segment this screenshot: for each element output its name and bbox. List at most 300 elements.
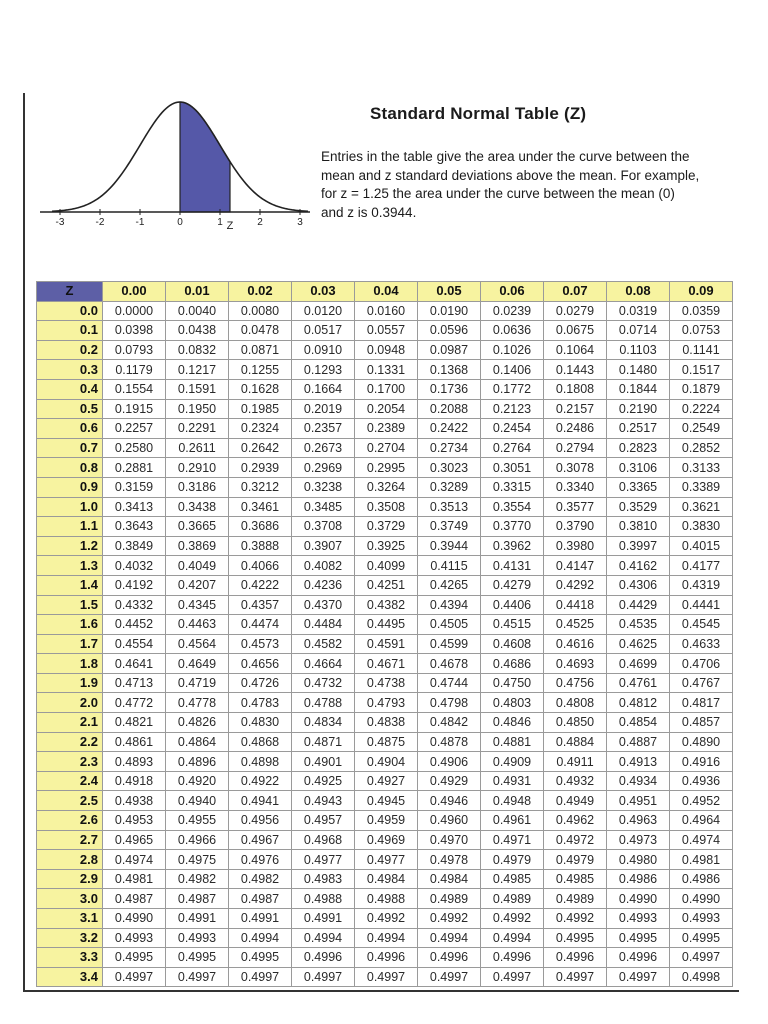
table-cell: 0.4960 xyxy=(418,811,481,831)
table-cell: 0.4525 xyxy=(544,615,607,635)
table-cell: 0.4251 xyxy=(355,575,418,595)
table-cell: 0.4495 xyxy=(355,615,418,635)
table-cell: 0.4995 xyxy=(670,928,733,948)
table-cell: 0.2224 xyxy=(670,399,733,419)
table-cell: 0.3962 xyxy=(481,536,544,556)
table-row xyxy=(37,438,733,458)
table-cell: 0.4998 xyxy=(670,967,733,987)
table-cell: 0.4911 xyxy=(544,752,607,772)
table-cell: 0.4406 xyxy=(481,595,544,615)
table-cell: 0.0000 xyxy=(103,301,166,321)
table-cell: 0.4236 xyxy=(292,575,355,595)
table-cell: 0.4985 xyxy=(481,869,544,889)
table-cell: 0.3810 xyxy=(607,517,670,537)
table-cell: 0.1443 xyxy=(544,360,607,380)
table-row xyxy=(37,340,733,360)
table-cell: 0.4920 xyxy=(166,771,229,791)
table-row xyxy=(37,713,733,733)
row-z-header: 1.8 xyxy=(37,654,103,674)
table-cell: 0.1985 xyxy=(229,399,292,419)
table-cell: 0.4995 xyxy=(544,928,607,948)
table-cell: 0.4608 xyxy=(481,634,544,654)
column-header: 0.05 xyxy=(418,282,481,302)
table-cell: 0.0753 xyxy=(670,321,733,341)
table-cell: 0.1141 xyxy=(670,340,733,360)
table-cell: 0.3212 xyxy=(229,477,292,497)
table-cell: 0.3315 xyxy=(481,477,544,497)
table-cell: 0.4982 xyxy=(166,869,229,889)
table-cell: 0.4990 xyxy=(670,889,733,909)
table-cell: 0.2704 xyxy=(355,438,418,458)
table-cell: 0.2422 xyxy=(418,419,481,439)
axis-tick-label: -2 xyxy=(95,217,105,228)
row-z-header: 0.1 xyxy=(37,321,103,341)
table-cell: 0.4991 xyxy=(292,909,355,929)
table-cell: 0.4649 xyxy=(166,654,229,674)
table-cell: 0.4345 xyxy=(166,595,229,615)
table-cell: 0.0040 xyxy=(166,301,229,321)
table-cell: 0.1628 xyxy=(229,379,292,399)
table-cell: 0.1915 xyxy=(103,399,166,419)
table-cell: 0.2673 xyxy=(292,438,355,458)
table-cell: 0.3944 xyxy=(418,536,481,556)
table-cell: 0.4993 xyxy=(103,928,166,948)
row-z-header: 2.0 xyxy=(37,693,103,713)
table-cell: 0.3643 xyxy=(103,517,166,537)
table-cell: 0.0319 xyxy=(607,301,670,321)
table-cell: 0.4857 xyxy=(670,713,733,733)
column-header: 0.06 xyxy=(481,282,544,302)
table-cell: 0.2019 xyxy=(292,399,355,419)
table-cell: 0.4783 xyxy=(229,693,292,713)
page-title: Standard Normal Table (Z) xyxy=(370,104,587,123)
z-corner-header: Z xyxy=(37,282,103,302)
table-cell: 0.4931 xyxy=(481,771,544,791)
table-cell: 0.4997 xyxy=(166,967,229,987)
table-cell: 0.4968 xyxy=(292,830,355,850)
table-cell: 0.3389 xyxy=(670,477,733,497)
table-cell: 0.4904 xyxy=(355,752,418,772)
table-cell: 0.4890 xyxy=(670,732,733,752)
row-z-header: 2.4 xyxy=(37,771,103,791)
table-cell: 0.0636 xyxy=(481,321,544,341)
table-cell: 0.4893 xyxy=(103,752,166,772)
table-cell: 0.4996 xyxy=(544,948,607,968)
table-cell: 0.4987 xyxy=(229,889,292,909)
table-cell: 0.4995 xyxy=(229,948,292,968)
table-cell: 0.3461 xyxy=(229,497,292,517)
table-cell: 0.3438 xyxy=(166,497,229,517)
row-z-header: 0.2 xyxy=(37,340,103,360)
row-z-header: 2.7 xyxy=(37,830,103,850)
table-cell: 0.4906 xyxy=(418,752,481,772)
row-z-header: 2.3 xyxy=(37,752,103,772)
table-cell: 0.4452 xyxy=(103,615,166,635)
table-cell: 0.3749 xyxy=(418,517,481,537)
table-cell: 0.4306 xyxy=(607,575,670,595)
table-row xyxy=(37,948,733,968)
table-cell: 0.4974 xyxy=(103,850,166,870)
table-cell: 0.4177 xyxy=(670,556,733,576)
table-cell: 0.4772 xyxy=(103,693,166,713)
table-cell: 0.1879 xyxy=(670,379,733,399)
table-cell: 0.1808 xyxy=(544,379,607,399)
table-cell: 0.2054 xyxy=(355,399,418,419)
table-cell: 0.4599 xyxy=(418,634,481,654)
table-cell: 0.2995 xyxy=(355,458,418,478)
row-z-header: 1.1 xyxy=(37,517,103,537)
table-cell: 0.4997 xyxy=(481,967,544,987)
table-cell: 0.4842 xyxy=(418,713,481,733)
table-cell: 0.0557 xyxy=(355,321,418,341)
table-cell: 0.4147 xyxy=(544,556,607,576)
table-cell: 0.3365 xyxy=(607,477,670,497)
table-row xyxy=(37,869,733,889)
table-cell: 0.4049 xyxy=(166,556,229,576)
table-cell: 0.3790 xyxy=(544,517,607,537)
table-row xyxy=(37,379,733,399)
table-cell: 0.4871 xyxy=(292,732,355,752)
table-cell: 0.2357 xyxy=(292,419,355,439)
row-z-header: 2.6 xyxy=(37,811,103,831)
axis-tick-label: 0 xyxy=(177,217,183,228)
row-z-header: 0.7 xyxy=(37,438,103,458)
table-cell: 0.4850 xyxy=(544,713,607,733)
row-z-header: 0.9 xyxy=(37,477,103,497)
table-row xyxy=(37,399,733,419)
table-cell: 0.2324 xyxy=(229,419,292,439)
table-cell: 0.4927 xyxy=(355,771,418,791)
table-cell: 0.0987 xyxy=(418,340,481,360)
table-cell: 0.2088 xyxy=(418,399,481,419)
table-cell: 0.4980 xyxy=(607,850,670,870)
shaded-area xyxy=(180,102,230,212)
table-cell: 0.0793 xyxy=(103,340,166,360)
table-row xyxy=(37,654,733,674)
table-cell: 0.3264 xyxy=(355,477,418,497)
table-cell: 0.4994 xyxy=(481,928,544,948)
table-cell: 0.4463 xyxy=(166,615,229,635)
bell-curve-figure xyxy=(40,92,310,242)
table-cell: 0.0160 xyxy=(355,301,418,321)
column-header: 0.00 xyxy=(103,282,166,302)
table-cell: 0.3078 xyxy=(544,458,607,478)
table-cell: 0.2939 xyxy=(229,458,292,478)
table-cell: 0.2881 xyxy=(103,458,166,478)
table-cell: 0.4989 xyxy=(544,889,607,909)
table-cell: 0.4989 xyxy=(481,889,544,909)
table-cell: 0.3513 xyxy=(418,497,481,517)
table-row xyxy=(37,791,733,811)
table-cell: 0.3907 xyxy=(292,536,355,556)
page-frame-bottom-rule xyxy=(23,990,739,992)
table-cell: 0.4292 xyxy=(544,575,607,595)
table-cell: 0.0910 xyxy=(292,340,355,360)
table-cell: 0.4971 xyxy=(481,830,544,850)
row-z-header: 2.2 xyxy=(37,732,103,752)
table-cell: 0.4838 xyxy=(355,713,418,733)
table-cell: 0.4732 xyxy=(292,673,355,693)
table-cell: 0.4515 xyxy=(481,615,544,635)
table-cell: 0.4656 xyxy=(229,654,292,674)
table-cell: 0.3023 xyxy=(418,458,481,478)
row-z-header: 1.3 xyxy=(37,556,103,576)
table-cell: 0.2794 xyxy=(544,438,607,458)
table-row xyxy=(37,752,733,772)
row-z-header: 1.9 xyxy=(37,673,103,693)
table-cell: 0.4394 xyxy=(418,595,481,615)
table-cell: 0.0398 xyxy=(103,321,166,341)
table-header-row xyxy=(37,282,733,302)
row-z-header: 1.4 xyxy=(37,575,103,595)
column-header: 0.01 xyxy=(166,282,229,302)
table-cell: 0.1255 xyxy=(229,360,292,380)
table-cell: 0.3665 xyxy=(166,517,229,537)
table-row xyxy=(37,536,733,556)
table-cell: 0.4505 xyxy=(418,615,481,635)
table-cell: 0.4977 xyxy=(355,850,418,870)
table-cell: 0.1368 xyxy=(418,360,481,380)
table-cell: 0.3289 xyxy=(418,477,481,497)
table-cell: 0.4977 xyxy=(292,850,355,870)
table-cell: 0.2549 xyxy=(670,419,733,439)
row-z-header: 0.5 xyxy=(37,399,103,419)
table-cell: 0.4793 xyxy=(355,693,418,713)
table-cell: 0.0359 xyxy=(670,301,733,321)
row-z-header: 3.0 xyxy=(37,889,103,909)
table-cell: 0.4693 xyxy=(544,654,607,674)
table-row xyxy=(37,909,733,929)
row-z-header: 1.2 xyxy=(37,536,103,556)
row-z-header: 2.9 xyxy=(37,869,103,889)
table-cell: 0.4932 xyxy=(544,771,607,791)
table-cell: 0.4418 xyxy=(544,595,607,615)
table-cell: 0.4951 xyxy=(607,791,670,811)
table-cell: 0.3621 xyxy=(670,497,733,517)
table-cell: 0.4994 xyxy=(418,928,481,948)
table-cell: 0.4967 xyxy=(229,830,292,850)
table-cell: 0.4032 xyxy=(103,556,166,576)
table-row xyxy=(37,889,733,909)
table-cell: 0.0871 xyxy=(229,340,292,360)
table-cell: 0.2611 xyxy=(166,438,229,458)
table-cell: 0.4767 xyxy=(670,673,733,693)
table-cell: 0.4986 xyxy=(607,869,670,889)
table-cell: 0.4788 xyxy=(292,693,355,713)
table-cell: 0.4744 xyxy=(418,673,481,693)
table-cell: 0.4082 xyxy=(292,556,355,576)
table-cell: 0.2257 xyxy=(103,419,166,439)
table-cell: 0.4913 xyxy=(607,752,670,772)
column-header: 0.02 xyxy=(229,282,292,302)
table-cell: 0.3159 xyxy=(103,477,166,497)
table-cell: 0.4265 xyxy=(418,575,481,595)
table-cell: 0.4996 xyxy=(355,948,418,968)
table-cell: 0.4881 xyxy=(481,732,544,752)
table-cell: 0.2517 xyxy=(607,419,670,439)
table-cell: 0.4756 xyxy=(544,673,607,693)
table-cell: 0.4978 xyxy=(418,850,481,870)
table-cell: 0.4750 xyxy=(481,673,544,693)
table-cell: 0.4934 xyxy=(607,771,670,791)
table-cell: 0.4948 xyxy=(481,791,544,811)
column-header: 0.07 xyxy=(544,282,607,302)
table-cell: 0.4808 xyxy=(544,693,607,713)
table-cell: 0.3686 xyxy=(229,517,292,537)
table-cell: 0.4946 xyxy=(418,791,481,811)
table-row xyxy=(37,301,733,321)
table-cell: 0.4966 xyxy=(166,830,229,850)
table-cell: 0.4995 xyxy=(166,948,229,968)
column-header: 0.04 xyxy=(355,282,418,302)
table-cell: 0.4956 xyxy=(229,811,292,831)
table-row xyxy=(37,556,733,576)
table-cell: 0.4982 xyxy=(229,869,292,889)
row-z-header: 2.1 xyxy=(37,713,103,733)
axis-tick-label: -1 xyxy=(135,217,145,228)
table-cell: 0.4994 xyxy=(355,928,418,948)
table-cell: 0.4995 xyxy=(607,928,670,948)
table-cell: 0.4936 xyxy=(670,771,733,791)
table-cell: 0.4896 xyxy=(166,752,229,772)
table-cell: 0.1772 xyxy=(481,379,544,399)
table-cell: 0.4357 xyxy=(229,595,292,615)
table-cell: 0.3529 xyxy=(607,497,670,517)
table-cell: 0.4997 xyxy=(229,967,292,987)
table-cell: 0.2454 xyxy=(481,419,544,439)
table-cell: 0.4719 xyxy=(166,673,229,693)
row-z-header: 2.5 xyxy=(37,791,103,811)
table-cell: 0.4961 xyxy=(481,811,544,831)
table-cell: 0.2157 xyxy=(544,399,607,419)
table-cell: 0.4868 xyxy=(229,732,292,752)
table-cell: 0.4830 xyxy=(229,713,292,733)
table-cell: 0.3340 xyxy=(544,477,607,497)
table-cell: 0.4382 xyxy=(355,595,418,615)
table-cell: 0.4992 xyxy=(544,909,607,929)
table-cell: 0.1844 xyxy=(607,379,670,399)
table-cell: 0.4633 xyxy=(670,634,733,654)
table-cell: 0.3869 xyxy=(166,536,229,556)
table-cell: 0.2910 xyxy=(166,458,229,478)
table-cell: 0.4943 xyxy=(292,791,355,811)
row-z-header: 1.5 xyxy=(37,595,103,615)
row-z-header: 3.4 xyxy=(37,967,103,987)
table-cell: 0.0832 xyxy=(166,340,229,360)
table-row xyxy=(37,928,733,948)
table-cell: 0.4925 xyxy=(292,771,355,791)
table-cell: 0.4990 xyxy=(103,909,166,929)
axis-tick-label: -3 xyxy=(55,217,65,228)
table-cell: 0.4484 xyxy=(292,615,355,635)
table-cell: 0.4207 xyxy=(166,575,229,595)
table-cell: 0.4641 xyxy=(103,654,166,674)
table-cell: 0.4994 xyxy=(229,928,292,948)
table-cell: 0.4997 xyxy=(670,948,733,968)
table-cell: 0.4713 xyxy=(103,673,166,693)
page-frame-left-rule xyxy=(23,93,25,991)
table-cell: 0.4929 xyxy=(418,771,481,791)
row-z-header: 1.7 xyxy=(37,634,103,654)
z-table xyxy=(36,281,733,987)
row-z-header: 1.0 xyxy=(37,497,103,517)
table-cell: 0.4846 xyxy=(481,713,544,733)
table-cell: 0.1026 xyxy=(481,340,544,360)
table-row xyxy=(37,673,733,693)
table-cell: 0.3508 xyxy=(355,497,418,517)
table-cell: 0.4974 xyxy=(670,830,733,850)
row-z-header: 3.3 xyxy=(37,948,103,968)
row-z-header: 0.4 xyxy=(37,379,103,399)
table-row xyxy=(37,771,733,791)
table-cell: 0.4987 xyxy=(166,889,229,909)
table-row xyxy=(37,830,733,850)
table-cell: 0.4878 xyxy=(418,732,481,752)
table-cell: 0.4686 xyxy=(481,654,544,674)
table-cell: 0.4535 xyxy=(607,615,670,635)
table-cell: 0.4973 xyxy=(607,830,670,850)
table-cell: 0.4803 xyxy=(481,693,544,713)
table-cell: 0.0239 xyxy=(481,301,544,321)
table-cell: 0.4922 xyxy=(229,771,292,791)
table-cell: 0.4981 xyxy=(670,850,733,870)
table-cell: 0.4834 xyxy=(292,713,355,733)
table-cell: 0.4192 xyxy=(103,575,166,595)
row-z-header: 0.0 xyxy=(37,301,103,321)
table-cell: 0.4945 xyxy=(355,791,418,811)
table-cell: 0.4554 xyxy=(103,634,166,654)
table-row xyxy=(37,497,733,517)
table-cell: 0.0478 xyxy=(229,321,292,341)
table-cell: 0.4981 xyxy=(103,869,166,889)
table-cell: 0.4964 xyxy=(670,811,733,831)
table-cell: 0.4066 xyxy=(229,556,292,576)
table-cell: 0.1480 xyxy=(607,360,670,380)
table-cell: 0.4991 xyxy=(166,909,229,929)
table-cell: 0.4992 xyxy=(481,909,544,929)
table-cell: 0.4370 xyxy=(292,595,355,615)
row-z-header: 0.8 xyxy=(37,458,103,478)
table-cell: 0.4938 xyxy=(103,791,166,811)
table-cell: 0.3980 xyxy=(544,536,607,556)
table-cell: 0.2969 xyxy=(292,458,355,478)
row-z-header: 1.6 xyxy=(37,615,103,635)
table-cell: 0.2580 xyxy=(103,438,166,458)
table-cell: 0.4994 xyxy=(292,928,355,948)
table-cell: 0.1064 xyxy=(544,340,607,360)
table-row xyxy=(37,850,733,870)
table-cell: 0.0596 xyxy=(418,321,481,341)
table-cell: 0.1179 xyxy=(103,360,166,380)
table-cell: 0.3238 xyxy=(292,477,355,497)
table-cell: 0.4976 xyxy=(229,850,292,870)
table-cell: 0.4099 xyxy=(355,556,418,576)
z-marker-label: Z xyxy=(226,220,234,232)
table-cell: 0.4995 xyxy=(103,948,166,968)
table-cell: 0.1736 xyxy=(418,379,481,399)
table-cell: 0.3106 xyxy=(607,458,670,478)
table-cell: 0.4965 xyxy=(103,830,166,850)
table-row xyxy=(37,360,733,380)
table-cell: 0.2291 xyxy=(166,419,229,439)
axis-tick-label: 1 xyxy=(217,217,223,228)
table-cell: 0.4993 xyxy=(670,909,733,929)
table-cell: 0.4699 xyxy=(607,654,670,674)
table-cell: 0.4949 xyxy=(544,791,607,811)
table-cell: 0.4955 xyxy=(166,811,229,831)
table-cell: 0.4441 xyxy=(670,595,733,615)
table-cell: 0.4625 xyxy=(607,634,670,654)
